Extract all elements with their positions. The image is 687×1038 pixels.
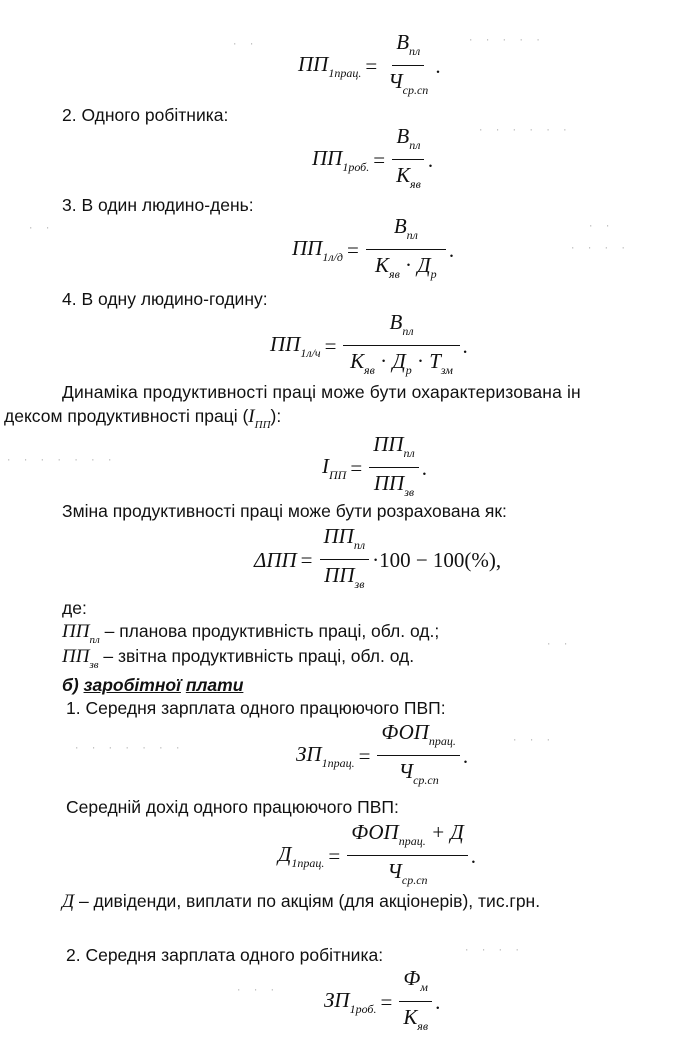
scan-noise: · · bbox=[588, 222, 614, 232]
formula-productivity-per-man-hour: $ПП_{1л/ч}$ = $\frac{В_{пл}}{К_{яв} \cdot Д_р \cdot Т_{зм}}$ . bbox=[270, 310, 468, 382]
fraction: $\frac{В_{пл}}{Ч_{ср.сп}}$ bbox=[388, 30, 429, 97]
formula-productivity-per-worker: $ПП_{1прац.}$ = $\frac{В_{пл}}{Ч_{ср.сп}}$ . bbox=[298, 30, 441, 102]
planned-productivity-definition: $ПП_{пл}$ – планова продуктивність праці, обл. од.; bbox=[62, 621, 440, 646]
scan-noise: · · · · bbox=[570, 244, 629, 254]
wage-item-1-heading: 1. Середня зарплата одного працюючого ПВП: bbox=[66, 698, 446, 718]
scan-noise: · · · · · · · bbox=[74, 744, 184, 754]
fraction: $\frac{Ф_м}{К_{яв}}$ bbox=[399, 966, 432, 1038]
scan-noise: · · bbox=[28, 224, 54, 234]
fraction: $\frac{ФОП_{прац.} + Д}{Ч_{ср.сп}}$ bbox=[347, 820, 468, 892]
scan-noise: · · bbox=[546, 640, 572, 650]
formula-productivity-index: $I_{ПП}$ = $\frac{ПП_{пл}}{ПП_{зв}}$ . bbox=[322, 432, 427, 504]
section-heading-wages: б) заробітної плати bbox=[62, 675, 244, 695]
fraction: $\frac{ПП_{пл}}{ПП_{зв}}$ bbox=[320, 524, 370, 596]
formula-productivity-change: ΔПП = $\frac{ПП_{пл}}{ПП_{зв}}$ ·100 − 100(%), bbox=[254, 524, 501, 596]
formula-average-income-per-employee: $Д_{1прац.}$ = $\frac{ФОП_{прац.} + Д}{Ч_{ср.сп}}$ . bbox=[278, 820, 476, 892]
item-2-heading: 2. Одного робітника: bbox=[62, 105, 229, 125]
formula-average-wage-per-laborer: $ЗП_{1роб.}$ = $\frac{Ф_м}{К_{яв}}$ . bbox=[324, 966, 440, 1038]
formula-average-wage-per-employee: $ЗП_{1прац.}$ = $\frac{ФОП_{прац.}}{Ч_{ср.сп}}$ . bbox=[296, 720, 468, 792]
fraction: $\frac{В_{пл}}{К_{яв} \cdot Д_р}$ bbox=[366, 214, 446, 286]
formula-productivity-per-man-day: $ПП_{1л/д}$ = $\frac{В_{пл}}{К_{яв} \cdot Д_р}$ . bbox=[292, 214, 454, 286]
change-heading: Зміна продуктивності праці може бути розрахована як: bbox=[62, 501, 507, 521]
fraction: $\frac{ПП_{пл}}{ПП_{зв}}$ bbox=[369, 432, 419, 504]
item-3-heading: 3. В один людино-день: bbox=[62, 195, 254, 215]
dynamics-paragraph-line-1: Динаміка продуктивності праці може бути охарактеризована ін bbox=[62, 382, 581, 402]
fraction: $\frac{В_{пл}}{К_{яв}}$ bbox=[392, 124, 425, 196]
income-heading: Середній дохід одного працюючого ПВП: bbox=[66, 797, 399, 817]
fraction: $\frac{В_{пл}}{К_{яв} \cdot Д_р \cdot Т_{зм}}$ bbox=[343, 310, 459, 382]
scan-noise: · · · bbox=[512, 736, 555, 746]
wage-item-2-heading: 2. Середня зарплата одного робітника: bbox=[66, 945, 384, 965]
scan-noise: · · · · · · bbox=[478, 126, 571, 136]
dynamics-paragraph-line-2: дексом продуктивності праці $(I_{ПП})$: bbox=[4, 406, 282, 431]
item-4-heading: 4. В одну людино-годину: bbox=[62, 289, 268, 309]
where-label: де: bbox=[62, 598, 87, 618]
scan-noise: · · · · bbox=[464, 946, 523, 956]
formula-productivity-per-laborer: $ПП_{1роб.}$ = $\frac{В_{пл}}{К_{яв}}$ . bbox=[312, 124, 433, 196]
scan-noise: · · · · · · · bbox=[6, 456, 116, 466]
dividends-definition: Д – дивіденди, виплати по акціям (для акціонерів), тис.грн. bbox=[62, 891, 541, 912]
scan-noise: · · · bbox=[236, 986, 279, 996]
fraction: $\frac{ФОП_{прац.}}{Ч_{ср.сп}}$ bbox=[377, 720, 459, 792]
reported-productivity-definition: $ПП_{зв}$ – звітна продуктивність праці, обл. од. bbox=[62, 646, 415, 671]
scan-noise: · · bbox=[232, 40, 258, 50]
scan-noise: · · · · · bbox=[468, 36, 544, 46]
